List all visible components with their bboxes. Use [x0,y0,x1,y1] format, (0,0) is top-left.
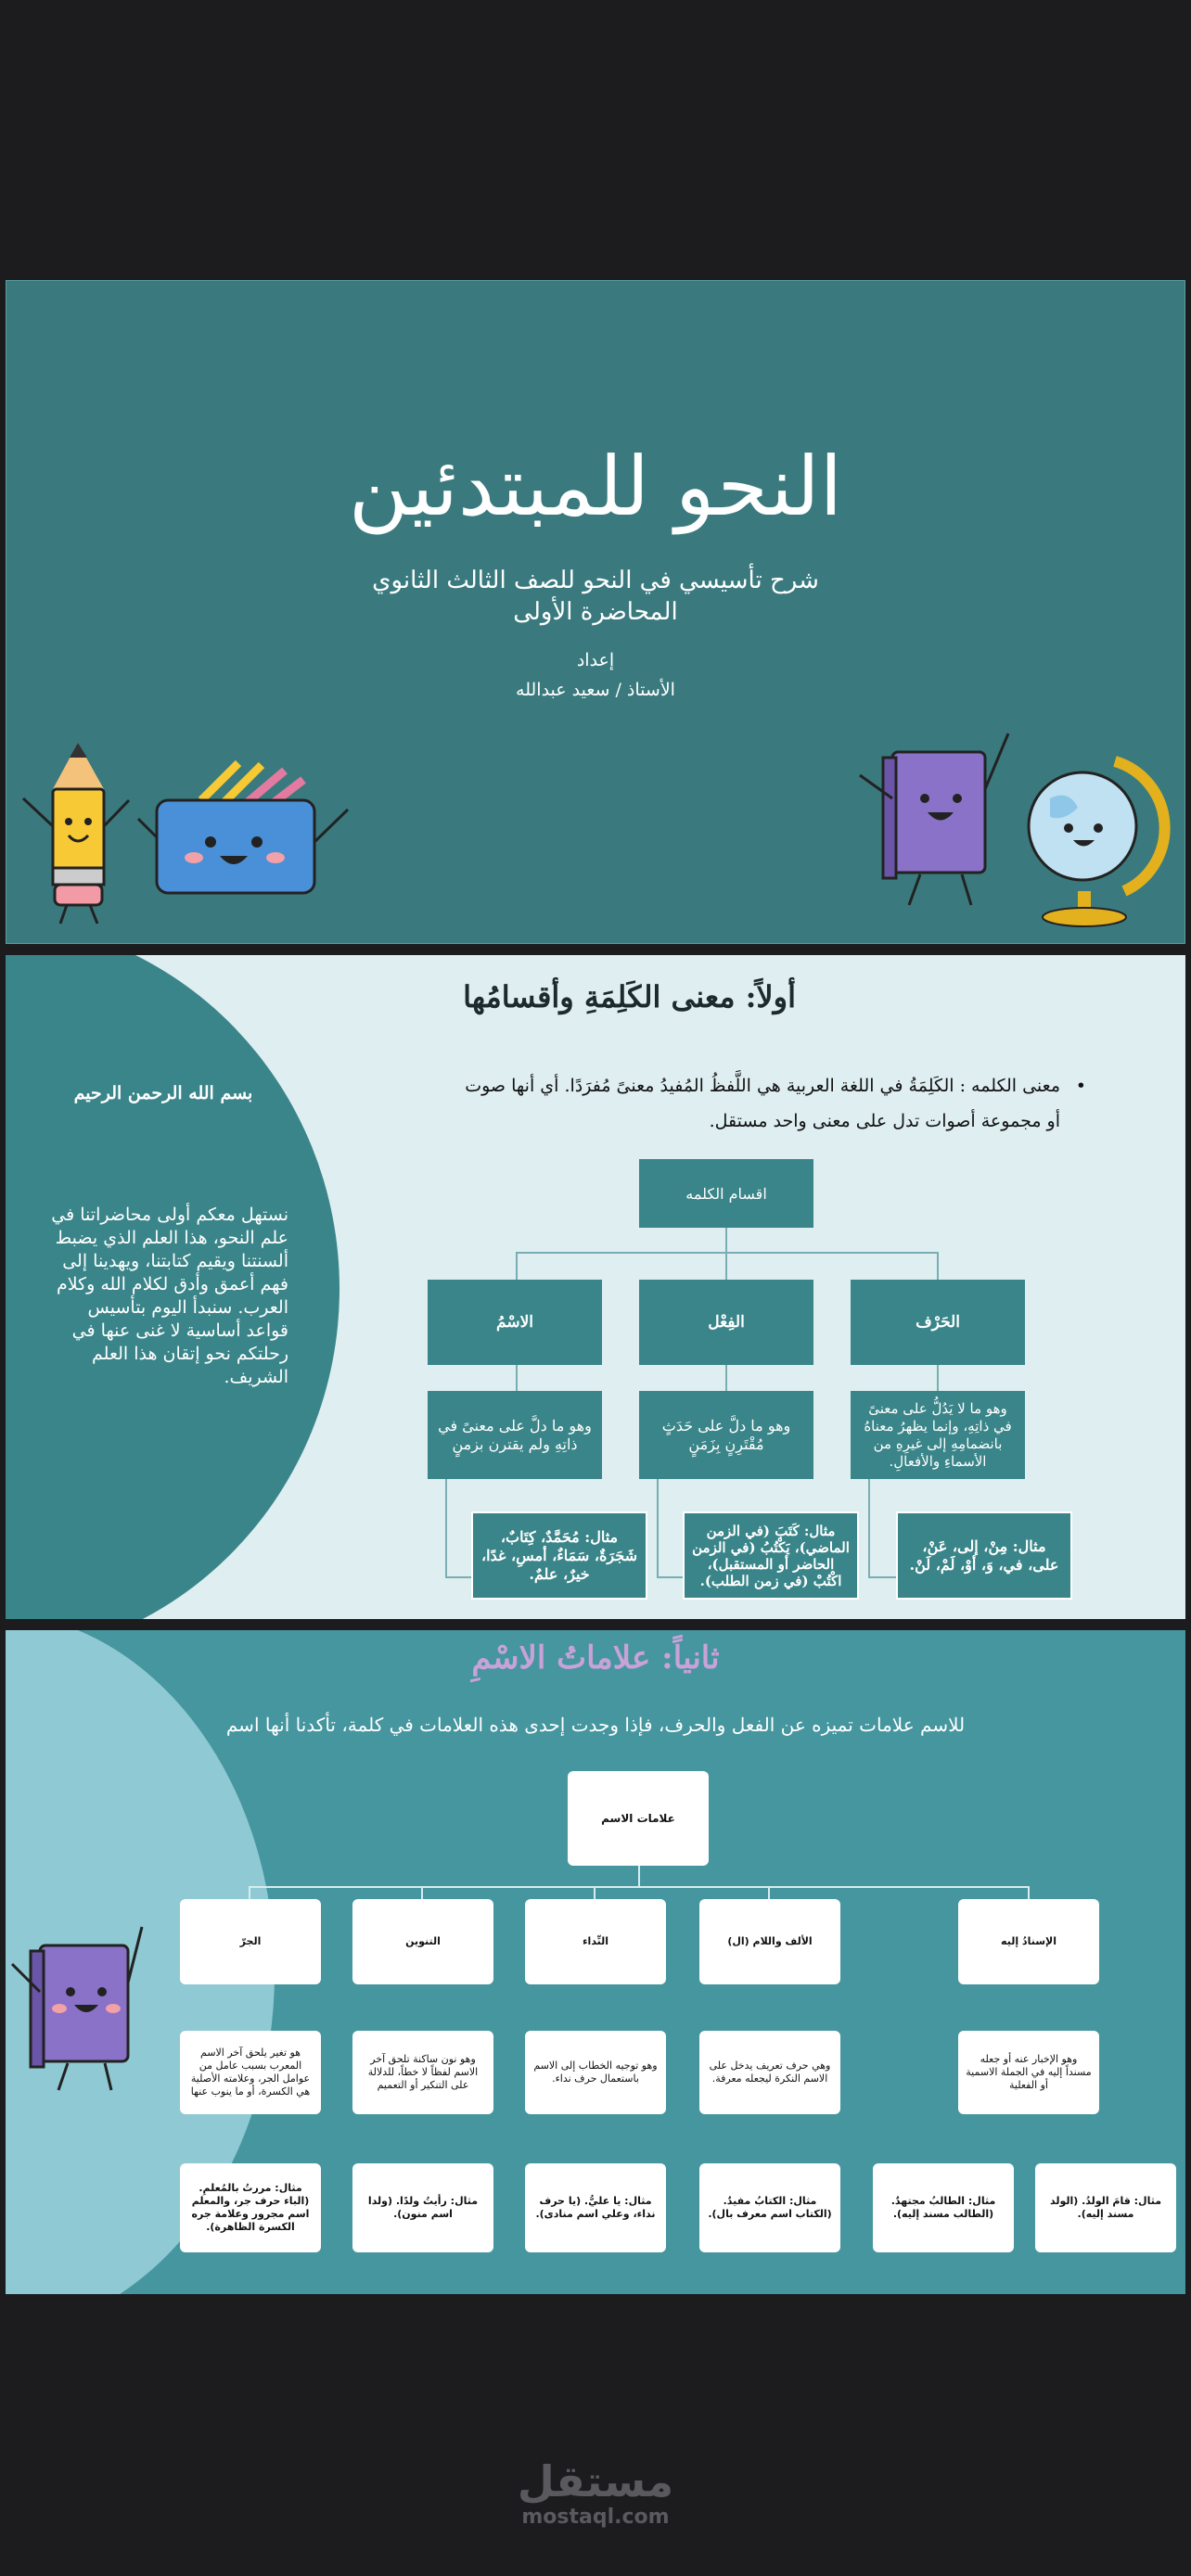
prepared-by-label: إعداد [576,650,615,670]
globe-character-icon [1022,752,1185,928]
basmala: بسم الله الرحمن الرحيم [73,1083,253,1103]
example-vocative: مثال: يا عليُّ. (يا حرف نداء، وعلي اسم منادى). [525,2163,666,2252]
book-character-icon [7,1908,147,2094]
slide-subtitle: شرح تأسيسي في النحو للصف الثالث الثانوي [372,567,819,594]
logo-arabic: مستقل [517,2456,674,2506]
verb-example: مثال: كَتَبَ (في الزمن الماضي)، يَكْتُبُ (في الزمن الحاضر أو المستقبل)، اكْتُبْ (في زمن الطلب). [683,1511,859,1600]
mostaql-logo [0,2457,1191,2529]
slide-heading: ثانياً: علاماتُ الاسْمِ [471,1639,720,1677]
genitive-definition: هو تغير يلحق آخر الاسم المعرب بسبب عامل من عوامل الجر، وعلامته الأصلية هي الكسرة، أو ما ينوب عنها [180,2031,321,2114]
bullet-definition: • معنى الكلمه : الكَلِمَةُ في اللغة العربية هي اللَّفظُ المُفيدُ معنىً مُفرَدًا. أي أنها صوت أو مجموعة أصوات تدل على معنى واحد مستقل. [448,1068,1060,1139]
mark-definite-article: الألف واللام (ال) [699,1899,840,1984]
mark-predication: الإسنادُ إليه [958,1899,1099,1984]
example-predication-1: مثال: قامَ الولدُ. (الولد مسند إليه). [1035,2163,1176,2252]
intro-paragraph: نستهل معكم أولى محاضراتنا في علم النحو، هذا العلم الذي يضبط ألسنتنا ويقيم كتابتنا، ويهدينا إلى فهم أعمق وأدق لكلام الله وكلام العرب. سنبدأ اليوم بتأسيس قواعد أساسية لا غنى عنها في رحلتكم نحو إتقان هذا العلم الشريف. [51,1205,288,1387]
author-name: الأستاذ / سعيد عبدالله [516,680,675,700]
pencil-character-icon [16,733,136,928]
intro-sentence: للاسم علامات تميزه عن الفعل والحرف، فإذا وجدت إحدى هذه العلامات في كلمة، تأكدنا أنها اسم [225,1714,966,1736]
mark-vocative: النِّداء [525,1899,666,1984]
noun-example: مثال: مُحَمَّدٌ، كِتَابٌ، شَجَرَةٌ، سَمَاءٌ، أمسِ، غدًا، خيرٌ، علمٌ. [471,1511,647,1600]
tanween-definition: وهو نون ساكنة تلحق آخر الاسم لفظاً لا خطاً، للدلالة على التنكير أو التعميم [352,2031,493,2114]
example-definite-article: مثال: الكتابُ مفيدٌ. (الكتاب اسم معرف بال). [699,2163,840,2252]
noun-definition: وهو ما دلَّ على معنىً في ذاتِهِ ولم يقترن بزمنٍ [428,1391,602,1479]
book-character-icon [855,724,1013,910]
slide-title [6,280,1185,944]
example-tanween: مثال: رأيتُ ولدًا. (ولدا اسم منون). [352,2163,493,2252]
vocative-definition: وهو توجيه الخطاب إلى الاسم باستعمال حرف نداء. [525,2031,666,2114]
slide-heading: أولاً: معنى الكَلِمَةِ وأقسامُها [463,979,796,1014]
verb-definition: وهو ما دلَّ على حَدَثٍ مُقْتَرِنٍ بِزَمَنٍ [639,1391,813,1479]
lecture-number: المحاضرة الأولى [513,598,678,626]
slide-word-meaning [6,955,1185,1619]
category-noun: الاسْمُ [428,1280,602,1365]
slide-noun-marks [6,1630,1185,2294]
example-predication-2: مثال: الطالبُ مجتهدٌ. (الطالب مسند إليه). [873,2163,1014,2252]
word-divisions-root: اقسام الكلمه [639,1159,813,1228]
category-verb: الفِعْل [639,1280,813,1365]
noun-marks-root: علامات الاسم [568,1771,709,1866]
particle-definition: وهو ما لا يَدُلُّ على معنىً في ذاتِهِ، وإنما يظهرُ معناهُ بانضمامِهِ إلى غيرِهِ من الأسماءِ والأفعالِ. [851,1391,1025,1479]
slide-title-heading: النحو للمبتدئين [348,439,843,534]
article-definition: وهي حرف تعريف يدخل على الاسم النكرة ليجعله معرفة. [699,2031,840,2114]
pencil-case-character-icon [136,754,359,912]
mark-tanween: التنوين [352,1899,493,1984]
logo-latin: mostaql.com [521,2506,670,2529]
example-genitive: مثال: مررتُ بالمُعلمِ. (الباء حرف جر، والمعلم اسم مجرور وعلامة جره الكسرة الظاهرة). [180,2163,321,2252]
predication-definition: وهو الإخبار عنه أو جعله مسنداً إليه في الجملة الاسمية أو الفعلية [958,2031,1099,2114]
category-particle: الحَرْف [851,1280,1025,1365]
mark-genitive: الجرّ [180,1899,321,1984]
particle-example: مثال: مِنْ، إلى، عَنْ، على، في، وَ، أوْ، لَمْ، لَنْ. [896,1511,1072,1600]
